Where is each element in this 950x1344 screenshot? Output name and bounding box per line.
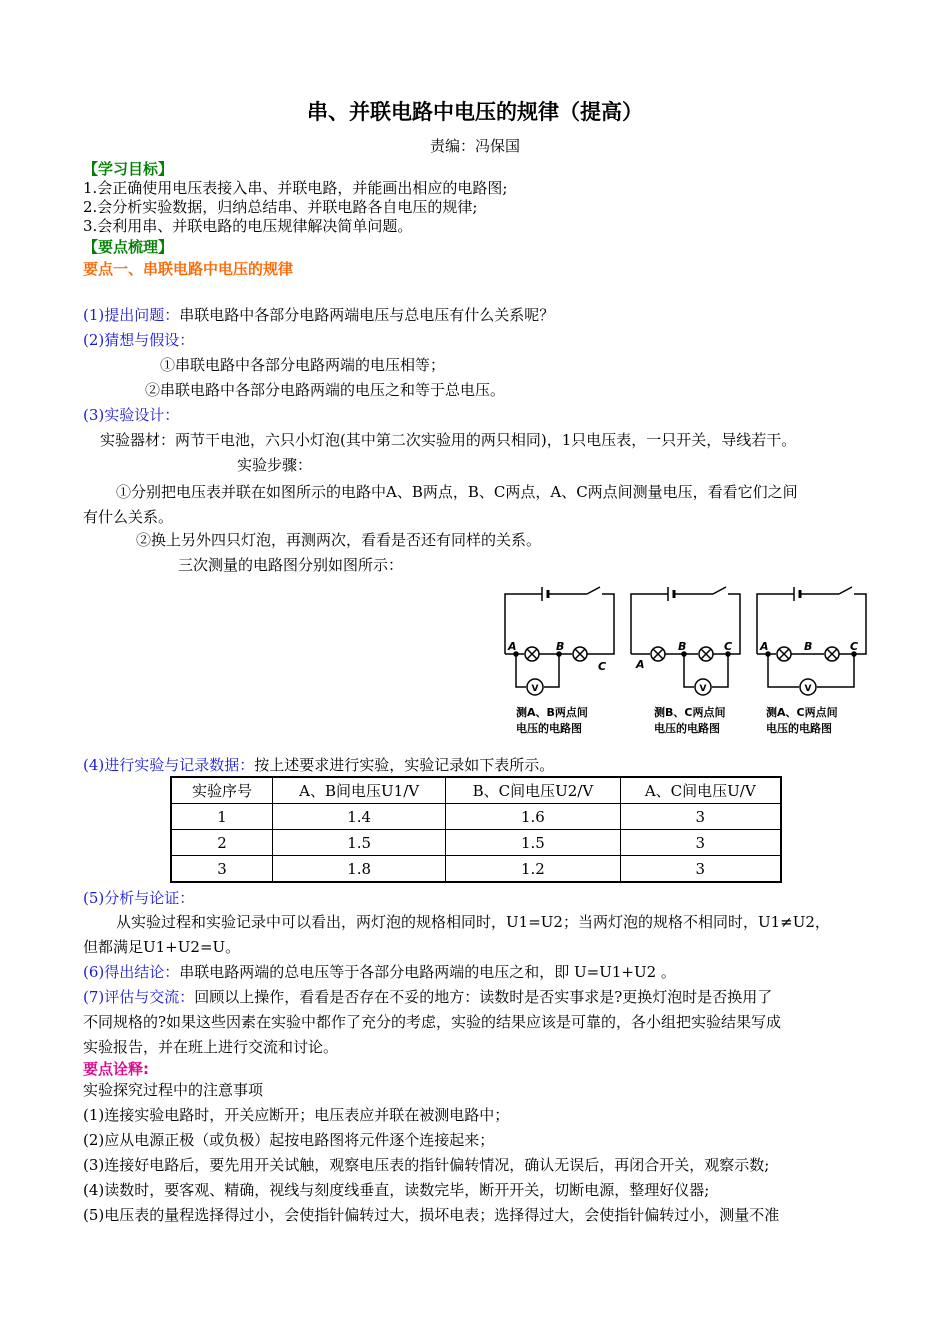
voltmeter-label: V — [699, 684, 707, 694]
notes-intro: 实验探究过程中的注意事项 — [83, 1081, 264, 1099]
caption-ab-1: 测A、B两点间 — [516, 706, 588, 719]
section-6-label: (6)得出结论： — [83, 963, 180, 981]
section-7-label: (7)评估与交流： — [83, 988, 195, 1006]
label-b: B — [556, 640, 565, 653]
table-cell: 1.5 — [273, 830, 446, 856]
table-cell: 3 — [620, 830, 781, 856]
notes-heading: 要点诠释: — [83, 1060, 149, 1078]
section-7-text-c: 实验报告，并在班上进行交流和讨论。 — [83, 1038, 339, 1056]
table-header-row — [171, 777, 781, 804]
label-b: B — [678, 640, 687, 653]
hypothesis-b: ②串联电路中各部分电路两端的电压之和等于总电压。 — [145, 381, 506, 399]
points-heading: 【要点梳理】 — [83, 238, 174, 256]
section-7-text-a: 回顾以上操作，看看是否存在不妥的地方：读数时是否实事求是?更换灯泡时是否换用了 — [194, 988, 773, 1006]
goal-item: 2.会分析实验数据，归纳总结串、并联电路各自电压的规律; — [83, 198, 478, 216]
section-1 — [83, 305, 554, 325]
hypothesis-a: ①串联电路中各部分电路两端的电压相等； — [160, 356, 446, 374]
table-cell: 1.4 — [273, 804, 446, 830]
circuit-figure — [502, 584, 872, 742]
label-a: A — [508, 640, 517, 653]
note-item: (3)连接好电路后，要先用开关试触，观察电压表的指针偏转情况，确认无误后，再闭合开关，观察示数; — [83, 1156, 770, 1174]
table-cell: 3 — [620, 804, 781, 830]
table-cell: 2 — [171, 830, 273, 856]
voltmeter-label: V — [531, 684, 539, 694]
goals-heading: 【学习目标】 — [83, 160, 174, 178]
section-5-label: (5)分析与论证： — [83, 889, 195, 907]
table-cell: 1.2 — [446, 856, 620, 883]
caption-ac-1: 测A、C两点间 — [766, 706, 838, 719]
table-row — [171, 856, 781, 883]
table-cell: 1.6 — [446, 804, 620, 830]
label-a: A — [636, 658, 645, 671]
table-header: B、C间电压U2/V — [446, 777, 620, 804]
table-header: 实验序号 — [171, 777, 273, 804]
steps-label: 实验步骤： — [237, 456, 313, 474]
caption-ab-2: 电压的电路图 — [516, 722, 582, 735]
voltmeter-label: V — [804, 684, 812, 694]
label-a: A — [760, 640, 769, 653]
section-6-text: 串联电路两端的总电压等于各部分电路两端的电压之和，即 U=U1+U2 。 — [179, 963, 676, 981]
table-header: A、C间电压U/V — [620, 777, 781, 804]
step-1b: 有什么关系。 — [83, 508, 174, 526]
section-4-label: (4)进行实验与记录数据： — [83, 756, 255, 774]
goal-item: 3.会利用串、并联电路的电压规律解决简单问题。 — [83, 217, 413, 235]
table-row — [171, 830, 781, 856]
label-c: C — [850, 640, 859, 653]
label-c: C — [598, 660, 607, 673]
page-title: 串、并联电路中电压的规律（提高） — [307, 100, 643, 124]
note-item: (2)应从电源正极（或负极）起按电路图将元件逐个连接起来； — [83, 1131, 495, 1149]
section-2-label — [83, 330, 869, 350]
point1-heading: 要点一、串联电路中电压的规律 — [83, 260, 294, 278]
editor-line: 责编：冯保国 — [429, 137, 520, 155]
table-header: A、B间电压U1/V — [273, 777, 446, 804]
note-item: (5)电压表的量程选择得过小，会使指针偏转过大，损坏电表；选择得过大，会使指针偏转过小，测量不准 — [83, 1206, 780, 1224]
section-1-text: 串联电路中各部分电路两端电压与总电压有什么关系呢？ — [179, 306, 555, 324]
section-1-label: (1)提出问题： — [83, 306, 180, 324]
section-7-text-b: 不同规格的?如果这些因素在实验中都作了充分的考虑，实验的结果应该是可靠的，各小组把实验结果写成 — [83, 1013, 782, 1031]
section-2-label-text: (2)猜想与假设： — [83, 331, 195, 349]
section-7 — [83, 987, 772, 1007]
caption-bc-1: 测B、C两点间 — [654, 706, 726, 719]
table-cell: 1 — [171, 804, 273, 830]
label-c: C — [724, 640, 733, 653]
step-2: ②换上另外四只灯泡，再测两次，看看是否还有同样的关系。 — [136, 531, 542, 549]
section-4-text: 按上述要求进行实验，实验记录如下表所示。 — [254, 756, 555, 774]
data-table — [170, 776, 782, 883]
equipment: 实验器材：两节干电池，六只小灯泡(其中第二次实验用的两只相同)，1只电压表，一只开关，导线若干。 — [100, 431, 797, 449]
label-b: B — [804, 640, 813, 653]
step-1a: ①分别把电压表并联在如图所示的电路中A、B两点，B、C两点，A、C两点间测量电压，看看它们之间 — [116, 483, 798, 501]
note-item: (1)连接实验电路时，开关应断开；电压表应并联在被测电路中； — [83, 1106, 510, 1124]
table-cell: 1.8 — [273, 856, 446, 883]
table-cell: 3 — [620, 856, 781, 883]
table-row — [171, 804, 781, 830]
goal-item: 1.会正确使用电压表接入串、并联电路，并能画出相应的电路图; — [83, 179, 508, 197]
table-cell: 3 — [171, 856, 273, 883]
section-6 — [83, 962, 676, 982]
step-3: 三次测量的电路图分别如图所示： — [178, 556, 404, 574]
analysis-a: 从实验过程和实验记录中可以看出，两灯泡的规格相同时，U1=U2；当两灯泡的规格不相同时，U1≠U2， — [116, 913, 830, 931]
section-3-label: (3)实验设计： — [83, 406, 180, 424]
analysis-b: 但都满足U1+U2=U。 — [83, 938, 241, 956]
table-cell: 1.5 — [446, 830, 620, 856]
note-item: (4)读数时，要客观、精确，视线与刻度线垂直，读数完毕，断开开关，切断电源，整理好仪器; — [83, 1181, 710, 1199]
section-4 — [83, 755, 554, 775]
caption-bc-2: 电压的电路图 — [654, 722, 720, 735]
caption-ac-2: 电压的电路图 — [766, 722, 832, 735]
